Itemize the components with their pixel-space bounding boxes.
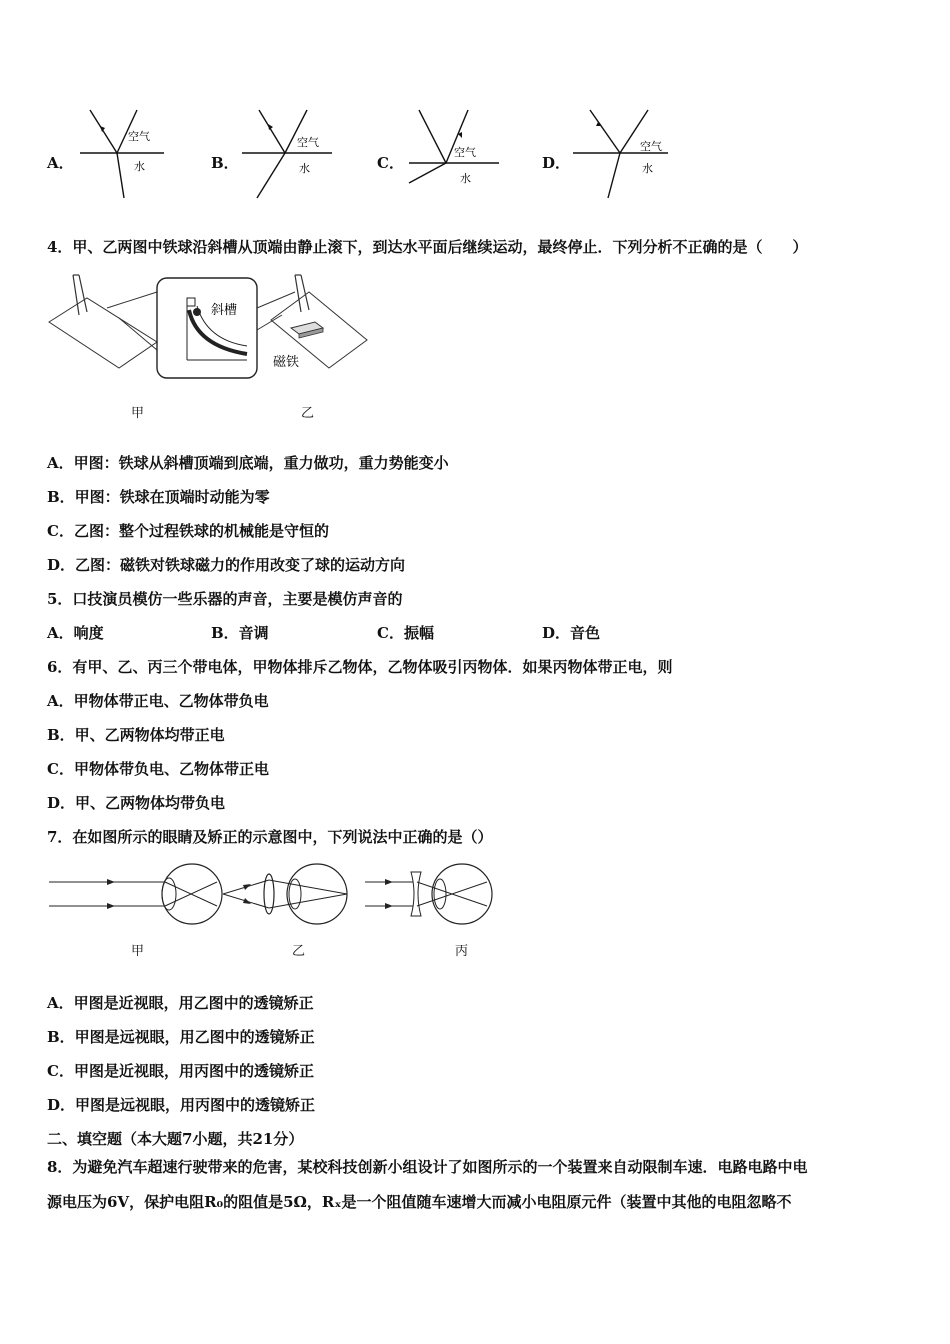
q8-text-line1: 8．为避免汽车超速行驶带来的危害，某校科技创新小组设计了如图所示的一个装置来自动限制车速．电路电路中电 [47,1158,808,1176]
q3-option-a-diagram [72,108,172,203]
section-heading-fill-in: 二、填空题（本大题7小题，共21分） [47,1130,304,1148]
q6-option-d: D．甲、乙两物体均带负电 [47,794,226,812]
q8-text-line2: 源电压为6V，保护电阻R₀的阻值是5Ω，Rₓ是一个阻值随车速增大而减小电阻原元件（装置中其他的电阻忽略不 [47,1193,792,1211]
q4-magnet-label: 磁铁 [273,355,300,370]
q7-fig-label-bing: 丙 [455,944,469,959]
q3-option-c-diagram [404,108,504,203]
q5-option-c: C．振幅 [377,624,434,642]
q3-option-d-diagram [568,108,678,203]
q7-option-b: B．甲图是远视眼，用乙图中的透镜矫正 [47,1028,315,1046]
q4-fig-label-right: 乙 [301,406,315,421]
q5-option-b: B．音调 [211,624,269,642]
q3-option-d-label: D． [542,154,571,172]
q5-option-d: D．音色 [542,624,601,642]
q3-d-air-label: 空气 [640,140,662,153]
q7-fig-label-yi: 乙 [292,944,306,959]
q3-c-water-label: 水 [460,172,471,185]
q4-figure [47,270,377,385]
q4-option-a: A．甲图：铁球从斜槽顶端到底端，重力做功，重力势能变小 [47,454,449,472]
q4-slot-label: 斜槽 [211,303,238,318]
q4-fig-label-left: 甲 [131,406,145,421]
q6-option-b: B．甲、乙两物体均带正电 [47,726,225,744]
q7-fig-label-jia: 甲 [131,944,145,959]
q3-a-water-label: 水 [134,160,145,173]
q6-stem: 6．有甲、乙、丙三个带电体，甲物体排斥乙物体，乙物体吸引丙物体．如果丙物体带正电，则 [47,658,673,676]
q3-b-air-label: 空气 [297,136,319,149]
q3-a-air-label: 空气 [128,130,150,143]
q7-eye-figure [47,862,497,932]
q3-b-water-label: 水 [299,162,310,175]
q4-option-d: D．乙图：磁铁对铁球磁力的作用改变了球的运动方向 [47,556,406,574]
q4-stem: 4．甲、乙两图中铁球沿斜槽从顶端由静止滚下，到达水平面后继续运动，最终停止．下列分析不正确的是（ ） [47,238,808,256]
q4-option-c: C．乙图：整个过程铁球的机械能是守恒的 [47,522,329,540]
q3-option-b-label: B． [211,154,239,172]
q3-option-a-label: A． [47,154,74,172]
q7-option-d: D．甲图是远视眼，用丙图中的透镜矫正 [47,1096,316,1114]
q6-option-c: C．甲物体带负电、乙物体带正电 [47,760,269,778]
q7-option-a: A．甲图是近视眼，用乙图中的透镜矫正 [47,994,314,1012]
q3-option-b-diagram [237,108,337,203]
q7-stem: 7．在如图所示的眼睛及矫正的示意图中，下列说法中正确的是（） [47,828,493,846]
q3-c-air-label: 空气 [454,146,476,159]
q5-stem: 5．口技演员模仿一些乐器的声音，主要是模仿声音的 [47,590,403,608]
q4-option-b: B．甲图：铁球在顶端时动能为零 [47,488,270,506]
q6-option-a: A．甲物体带正电、乙物体带负电 [47,692,269,710]
q5-option-a: A．响度 [47,624,104,642]
q7-option-c: C．甲图是近视眼，用丙图中的透镜矫正 [47,1062,314,1080]
q3-d-water-label: 水 [642,162,653,175]
q3-option-c-label: C． [377,154,404,172]
